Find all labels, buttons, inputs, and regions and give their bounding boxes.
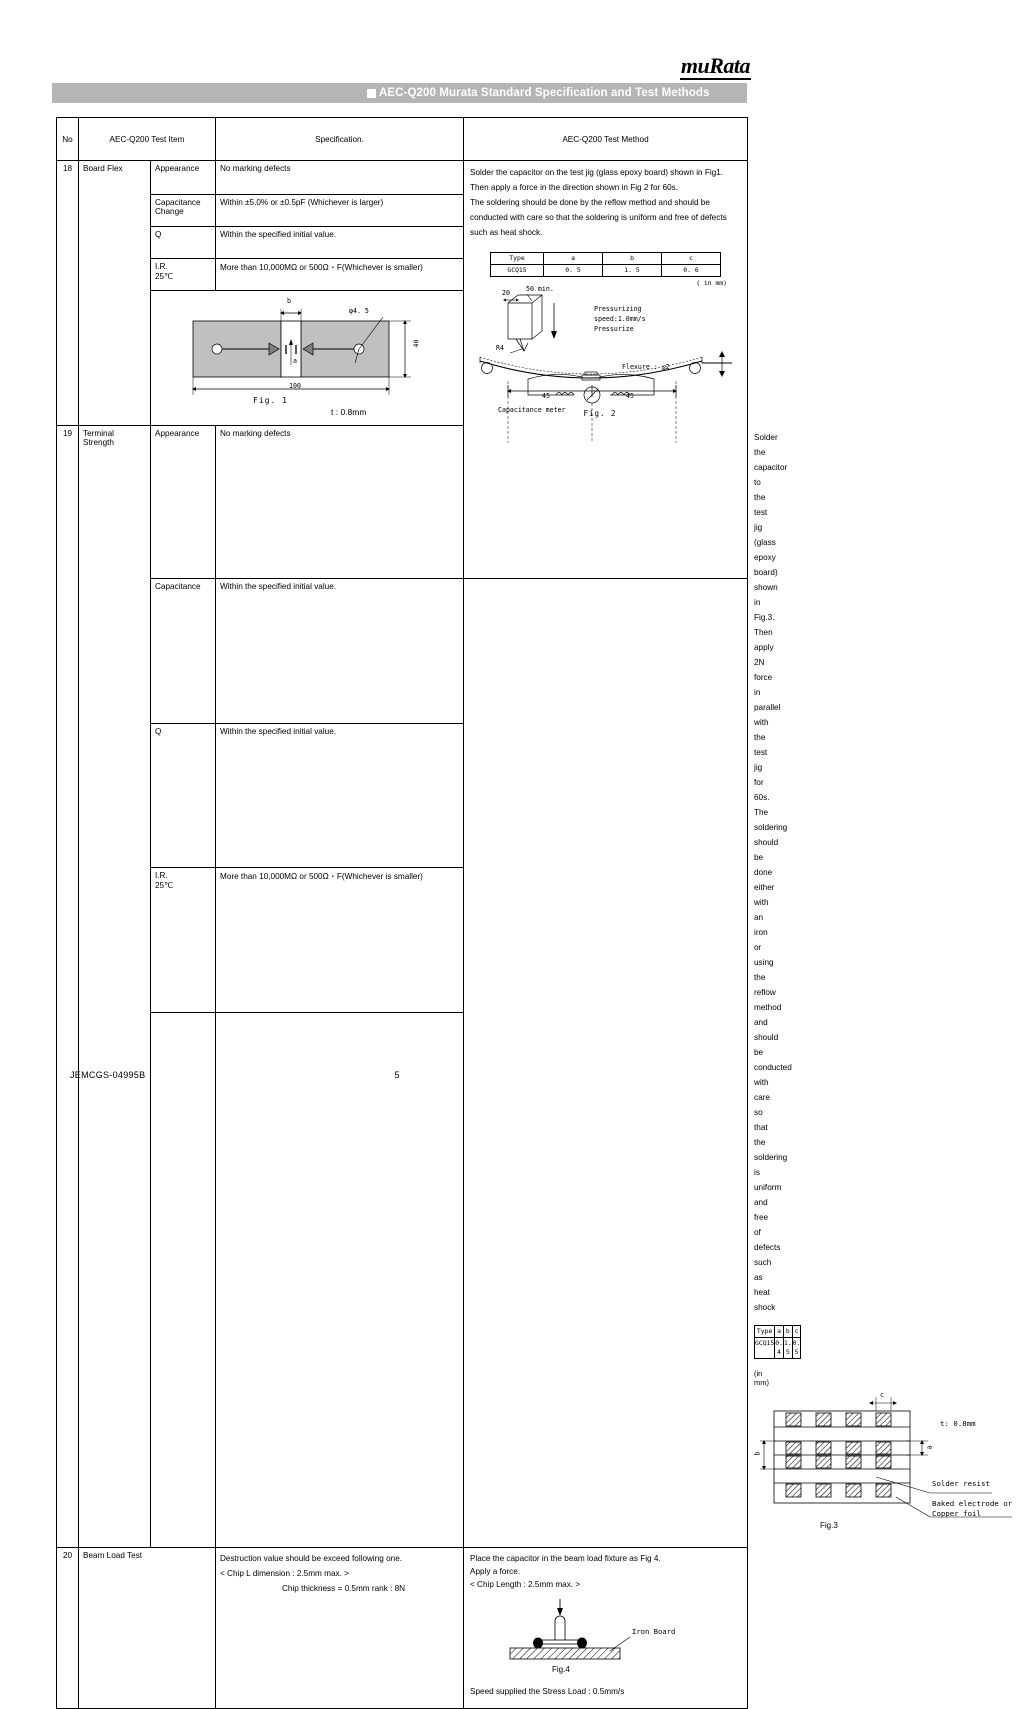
dim-value-c: 0. 6 — [662, 265, 721, 277]
method-line: Place the capacitor in the beam load fixture as Fig 4. — [470, 1554, 661, 1563]
table-header-row — [57, 118, 748, 161]
fig2-caption: Fig. 2 — [583, 409, 617, 418]
murata-logo-text: muRata — [680, 53, 750, 78]
fig3-note-copper-foil: Copper foil — [932, 1509, 981, 1518]
table-row: 19 Terminal Strength Appearance No marking defects Solder the capacitor to the test jig (glass epoxy board) shown in Fig.3. Then apply 2N force in parallel with the test jig for 60s. The soldering should be done either with an iron or using the reflow method and should be conducted with care so that the soldering is uniform and free of defects such as heat shock Type a b c GCQ15 0. 4 1. 5 0. 5 (in mm) c b a t: 0.8mm Solder resist Baked electrode or Copper foil Fig.3 — [57, 426, 748, 579]
spec-line: < Chip L dimension : 2.5mm max. > — [220, 1569, 349, 1578]
fig1-label-b: b — [287, 297, 291, 305]
dim-value-b: 1. 5 — [603, 265, 662, 277]
fig2-label-meter: Capacitance meter — [498, 406, 566, 414]
dim-header-type: Type — [491, 253, 544, 265]
method-footer-20: Speed supplied the Stress Load : 0.5mm/s — [470, 1687, 625, 1696]
fig3-note-baked-electrode: Baked electrode or — [932, 1499, 1013, 1508]
fig2-note-pressurize: Pressurize — [594, 325, 634, 333]
fig2-note-speed: speed:1.0mm/s — [594, 315, 646, 323]
method-line: < Chip Length : 2.5mm max. > — [470, 1580, 581, 1589]
figure-4-drawing — [470, 1595, 720, 1665]
dim-header-b: b — [783, 1326, 792, 1338]
dim-header-row — [755, 1326, 801, 1338]
method-line: conducted with care so that the soldering is uniform and free of defects — [470, 213, 727, 222]
footer-page-number: 5 — [394, 1070, 400, 1080]
fig4-caption: Fig.4 — [552, 1665, 570, 1674]
method-line: such as heat shock. — [470, 228, 543, 237]
sub-spec-ir-19: More than 10,000MΩ or 500Ω・F(Whichever is smaller) — [216, 868, 464, 1013]
col-header-specification: Specification. — [216, 118, 464, 161]
sub-label-line2: 25℃ — [155, 272, 174, 281]
row-item-board-flex: Board Flex — [79, 161, 151, 426]
row-no-19: 19 — [57, 426, 79, 1548]
sub-label-capacitance-change-18 — [151, 195, 216, 227]
table-row — [57, 161, 748, 195]
fig3-caption: Fig.3 — [820, 1521, 838, 1530]
figure-4 — [470, 1595, 741, 1677]
table-row — [57, 1548, 748, 1709]
dim-value-a: 0. 4 — [775, 1338, 784, 1359]
fig3-note-solder-resist: Solder resist — [932, 1479, 990, 1488]
method-line: The soldering should be done by the reflow method and should be — [470, 198, 710, 207]
dim-value-a: 0. 5 — [544, 265, 603, 277]
sub-spec-appearance-18: No marking defects — [216, 161, 464, 195]
sub-spec-capacitance-19: Within the specified initial value. — [216, 579, 464, 724]
sub-label-q-19: Q — [151, 723, 216, 868]
sub-spec-appearance-19: No marking defects — [216, 426, 464, 579]
row-item-beam-load-test: Beam Load Test — [79, 1548, 216, 1709]
dim-value-type: GCQ15 — [755, 1338, 775, 1359]
banner-title: AEC-Q200 Murata Standard Specification and Test Methods — [379, 87, 710, 99]
row-item-line2: Strength — [83, 438, 114, 447]
fig3-thickness-label: t: 0.8mm — [940, 1419, 976, 1428]
figure-1-drawing — [183, 307, 423, 399]
fig2-note-pressurizing: Pressurizing — [594, 305, 642, 313]
col-header-test-method: AEC-Q200 Test Method — [464, 118, 748, 161]
sub-label-line2: 25℃ — [155, 881, 174, 890]
dim-header-type: Type — [755, 1326, 775, 1338]
sub-label-line1: Capacitance — [155, 198, 201, 207]
row-item-line1: Terminal — [83, 429, 114, 438]
dim-unit-18: ( in mm) — [696, 279, 727, 287]
sub-spec-ir-18: More than 10,000MΩ or 500Ω・F(Whichever is smaller) — [216, 259, 464, 291]
dim-value-b: 1. 5 — [783, 1338, 792, 1359]
dimension-table-18 — [490, 252, 721, 277]
fig1-caption: Fig. 1 — [253, 396, 288, 405]
sub-label-capacitance-19: Capacitance — [151, 579, 216, 724]
sub-label-line1: I.R. — [155, 871, 168, 880]
sub-spec-capacitance-change-18: Within ±5.0% or ±0.5pF (Whichever is larger) — [216, 195, 464, 227]
figure-1-cell — [151, 291, 464, 426]
row-19-spacer-sub — [151, 1012, 216, 1548]
row-19-spacer-spec — [216, 1012, 464, 1548]
fig1-thickness-label: t : 0.8mm — [331, 407, 367, 417]
table-row — [57, 579, 748, 724]
method-line: Solder the capacitor on the test jig (glass epoxy board) shown in Fig1. — [470, 168, 724, 177]
figure-2-dimension-line — [470, 383, 740, 399]
fig2-label-50min: 50 min. — [526, 285, 554, 293]
fig4-label-iron-board: Iron Board — [632, 1627, 676, 1636]
col-header-no: No — [57, 118, 79, 161]
murata-logo — [665, 54, 751, 80]
table-row — [57, 868, 748, 1013]
spec-cell-20 — [216, 1548, 464, 1709]
sub-label-ir-18 — [151, 259, 216, 291]
sub-spec-q-18: Within the specified initial value. — [216, 227, 464, 259]
fig3-label-a: a — [925, 1445, 934, 1450]
dim-table-wrap-18 — [470, 252, 741, 287]
footer-doc-id: JEMCGS-04995B — [70, 1070, 146, 1080]
sub-label-line2: Change — [155, 207, 184, 216]
fig1-label-diameter: φ4. 5 — [349, 307, 369, 315]
section-banner — [52, 83, 747, 103]
sub-label-line1: I.R. — [155, 262, 168, 271]
method-line: Then apply a force in the direction shown in Fig 2 for 60s. — [470, 183, 678, 192]
fig2-dim-left: 45 — [542, 392, 550, 400]
dim-header-c: c — [792, 1326, 801, 1338]
method-cell-20 — [464, 1548, 748, 1709]
sub-spec-q-19: Within the specified initial value. — [216, 723, 464, 868]
dim-header-a: a — [775, 1326, 784, 1338]
dim-header-c: c — [662, 253, 721, 265]
dim-value-type: GCQ15 — [491, 265, 544, 277]
fig1-label-a: a — [293, 357, 297, 365]
dim-unit-19: (in mm) — [754, 1369, 769, 1387]
method-text-20 — [470, 1552, 741, 1591]
row-no-18: 18 — [57, 161, 79, 426]
fig3-label-b: b — [753, 1451, 762, 1456]
row-no-20: 20 — [57, 1548, 79, 1709]
col-header-test-item: AEC-Q200 Test Item — [79, 118, 216, 161]
sub-label-q-18: Q — [151, 227, 216, 259]
spec-text-20 — [220, 1551, 459, 1596]
table-row — [57, 723, 748, 868]
table-row — [57, 1012, 748, 1548]
dim-value-row — [755, 1338, 801, 1359]
fig1-label-height: 40 — [412, 339, 421, 348]
figure-1 — [153, 299, 461, 419]
sub-label-appearance-18: Appearance — [151, 161, 216, 195]
banner-square-icon — [367, 89, 376, 98]
fig2-dim-right: 45 — [626, 392, 634, 400]
dim-header-a: a — [544, 253, 603, 265]
dimension-table-19 — [754, 1325, 801, 1359]
figure-2 — [470, 285, 741, 418]
sub-label-appearance-19: Appearance — [151, 426, 216, 579]
fig2-label-20: 20 — [502, 289, 510, 297]
spec-line: Destruction value should be exceed following one. — [220, 1554, 403, 1563]
fig2-label-flexure: Flexure : ≦2 — [622, 363, 670, 371]
sub-label-ir-19 — [151, 868, 216, 1013]
method-line: Apply a force. — [470, 1567, 521, 1576]
dim-header-b: b — [603, 253, 662, 265]
row-item-terminal-strength — [79, 426, 151, 1548]
method-text-18 — [470, 165, 741, 240]
spec-line: Chip thickness = 0.5mm rank : 8N — [282, 1584, 406, 1593]
dim-value-c: 0. 5 — [792, 1338, 801, 1359]
fig1-label-width: 100 — [289, 382, 301, 390]
method-cell-18 — [464, 161, 748, 579]
dim-header-row — [491, 253, 721, 265]
fig2-label-r4: R4 — [496, 344, 504, 352]
fig3-label-c: c — [880, 1391, 884, 1399]
spec-table — [56, 117, 1013, 1709]
dim-value-row — [491, 265, 721, 277]
